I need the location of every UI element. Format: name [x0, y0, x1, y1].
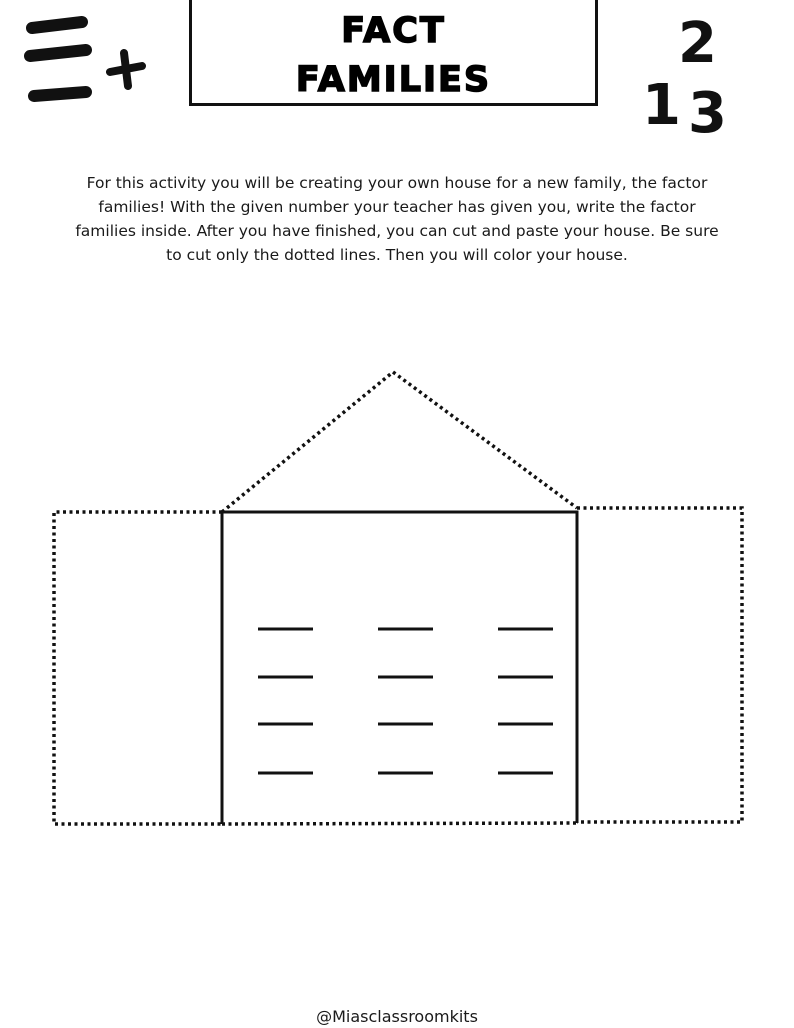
- instructions-text: For this activity you will be creating your own house for a new family, the factor families! With the given number your teacher has given you, write the factor families inside. After you have finished, you can cut and paste your house. Be sure to cut only the dotted lines. Then you will color your house.: [75, 174, 719, 264]
- page-title-line2: FAMILIES: [295, 60, 492, 100]
- left-flap-dotted-line: [54, 512, 222, 824]
- number-three: 3: [688, 81, 727, 140]
- right-flap-dotted-line: [577, 508, 742, 822]
- number-one: 1: [642, 73, 681, 138]
- house-body-outline: [222, 512, 577, 824]
- footer-credit: @Miasclassroomkits: [316, 1007, 478, 1026]
- roof-dotted-line: [222, 372, 577, 512]
- house-bottom-dotted-line: [222, 823, 577, 824]
- page-title-line1: FACT: [341, 11, 446, 51]
- number-two: 2: [678, 11, 717, 76]
